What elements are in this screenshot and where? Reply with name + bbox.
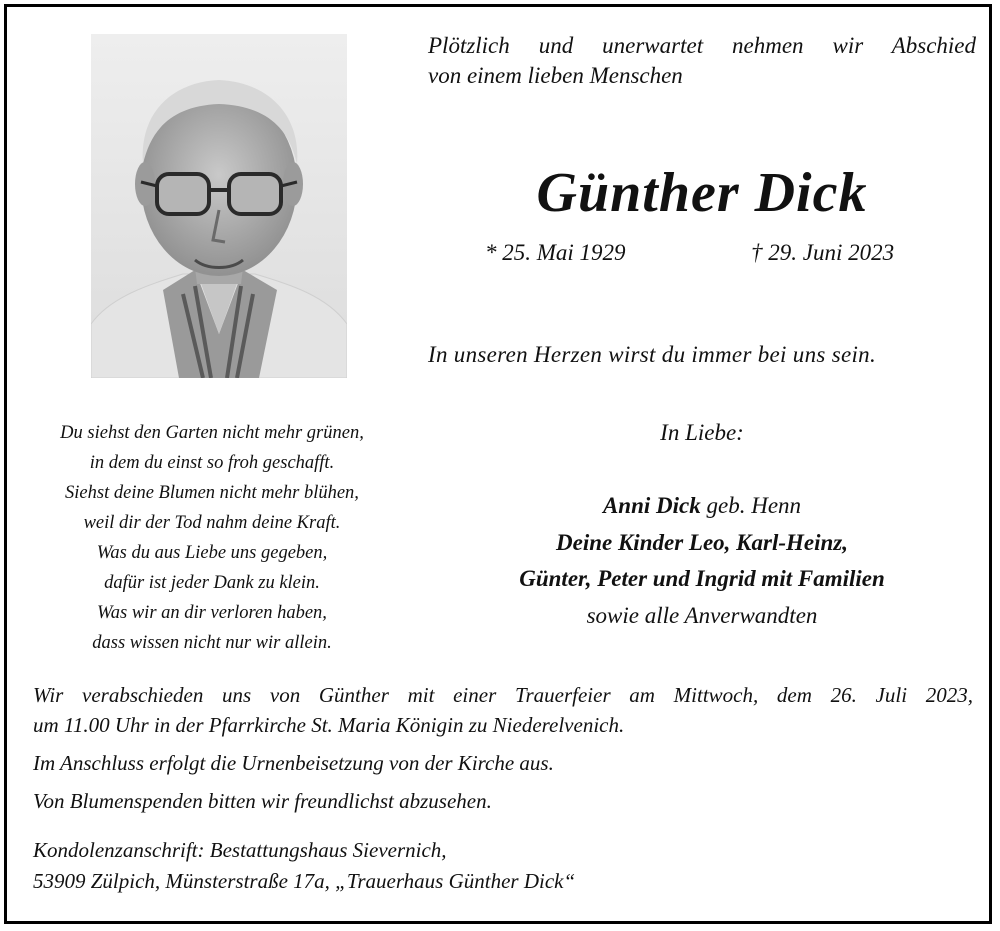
poem-line: Du siehst den Garten nicht mehr grünen, (60, 423, 364, 443)
children-names-2: Günter, Peter und Ingrid mit Familien (519, 566, 885, 591)
children-line-2 (428, 561, 976, 598)
deceased-name: Günther Dick (536, 162, 868, 224)
service-line-1: Wir verabschieden uns von Günther mit einer Trauerfeier am Mittwoch, dem 26. Juli 2023, (33, 683, 973, 707)
poem-line: Was wir an dir verloren haben, (97, 603, 327, 623)
death-date: † 29. Juni 2023 (751, 240, 895, 265)
burial-info: Im Anschluss erfolgt die Urnenbeisetzung von der Kirche aus. (33, 751, 554, 775)
poem-line: Siehst deine Blumen nicht mehr blühen, (65, 483, 359, 503)
intro-line-2: von einem lieben Menschen (428, 63, 683, 88)
spouse-name: Anni Dick (602, 493, 701, 518)
memorial-motto: In unseren Herzen wirst du immer bei uns sein. (428, 342, 876, 367)
address-line-1: Kondolenzanschrift: Bestattungshaus Sievernich, (33, 838, 447, 862)
poem-line: weil dir der Tod nahm deine Kraft. (83, 513, 341, 533)
service-line-2: um 11.00 Uhr in der Pfarrkirche St. Maria Königin zu Niederelvenich. (33, 713, 625, 737)
poem (21, 418, 403, 658)
spouse-maiden-name: geb. Henn (700, 493, 802, 518)
obituary-frame (4, 4, 992, 924)
portrait-illustration (91, 34, 347, 378)
children-names-1: Deine Kinder Leo, Karl-Heinz, (556, 529, 848, 555)
flowers-note: Von Blumenspenden bitten wir freundlichst abzusehen. (33, 789, 492, 813)
children-line-1 (428, 525, 976, 562)
intro-line-1: Plötzlich und unerwartet nehmen wir Abschied (428, 33, 976, 58)
relatives-line: sowie alle Anverwandten (586, 602, 818, 628)
condolence-address (33, 835, 973, 897)
birth-date: * 25. Mai 1929 (485, 240, 626, 265)
poem-line: Was du aus Liebe uns gegeben, (96, 543, 328, 563)
spouse-line (428, 488, 976, 525)
poem-line: dafür ist jeder Dank zu klein. (104, 573, 320, 593)
mourners-list (428, 488, 976, 634)
mourners-heading: In Liebe: (660, 420, 744, 445)
intro-text (428, 31, 976, 91)
address-line-2: 53909 Zülpich, Münsterstraße 17a, „Trauerhaus Günther Dick“ (33, 869, 576, 893)
funeral-details (33, 680, 973, 816)
poem-line: dass wissen nicht nur wir allein. (92, 633, 332, 653)
poem-line: in dem du einst so froh geschafft. (89, 453, 335, 473)
portrait-photo (91, 34, 347, 378)
